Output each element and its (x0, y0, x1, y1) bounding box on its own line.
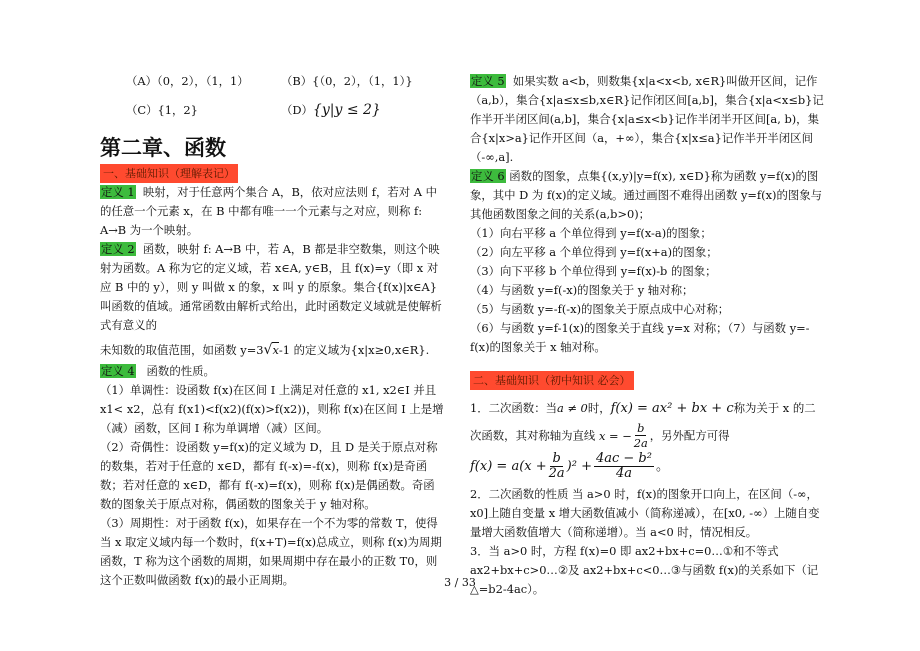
transform-item: （4）与函数 y=f(-x)的图象关于 y 轴对称； (470, 283, 694, 297)
quadratic-definition (470, 396, 825, 450)
vf-pre: f(x) = a(x + (470, 459, 547, 474)
vf-num2: 4ac − b² (595, 451, 652, 466)
page-number: 3 / 33 (444, 576, 476, 589)
quad-tail: ，另外配方可得 (649, 428, 730, 443)
def2-tail-pre: 未知数的取值范围，如函数 y=3 (100, 343, 264, 357)
quad-formula: f(x) = ax² + bx + c (610, 401, 734, 416)
definition-2-tail (100, 341, 445, 360)
axis-lhs: x = − (598, 428, 632, 443)
sqrt-arg: x (272, 343, 279, 357)
sqrt-sign: √ (263, 342, 273, 358)
def6-tag: 定义 6 (471, 169, 505, 183)
def2-text: 函数，映射 f: A→B 中，若 A，B 都是非空数集，则这个映射为函数。A 称为它的定义域，若 x∈A, y∈B，且 f(x)=y（即 x 对应 B 中的 y），则 y 叫做 x 的象，x 叫 y 的原象。集合{f(x)|x∈A}叫函数的值域。通常函数由解析式给出，此时函数定义域就是使解析式有意义的 (100, 242, 442, 332)
vf-num1: b (552, 451, 561, 466)
definition-1 (100, 183, 445, 240)
property-parity: （2）奇偶性：设函数 y=f(x)的定义域为 D，且 D 是关于原点对称的数集，若对于任意的 x∈D，都有 f(-x)=-f(x)，则称 f(x)是奇函数；若对任意的 x∈D，都有 f(-x)=f(x)，则称 f(x)是偶函数。奇函数的图象关于原点对称，偶函数的图象关于 y 轴对称。 (100, 440, 438, 511)
option-d-math: {y|y ≤ 2} (312, 102, 381, 118)
vf-den2: 4a (615, 466, 632, 481)
def1-text: 映射，对于任意两个集合 A，B，依对应法则 f，若对 A 中的任意一个元素 x，在 B 中都有唯一一个元素与之对应，则称 f: A→B 为一个映射。 (100, 185, 438, 237)
vf-end: 。 (655, 459, 669, 474)
option-d (281, 101, 471, 120)
def2-tail-post: -1 的定义域为{x|x≥0,x∈R}. (278, 343, 430, 357)
transform-item: （5）与函数 y=-f(-x)的图象关于原点成中心对称； (470, 302, 730, 316)
quadratic-equation-relation: 3．当 a>0 时，方程 f(x)=0 即 ax2+bx+c=0…①和不等式 ax2+bx+c>0…②及 ax2+bx+c<0…③与函数 f(x)的关系如下（记△=b2-4ac）。 (470, 544, 819, 596)
right-column (470, 72, 825, 599)
axis-num: b (637, 421, 645, 435)
def5-tag: 定义 5 (471, 74, 505, 88)
property-periodic: （3）周期性：对于函数 f(x)，如果存在一个不为零的常数 T，使得当 x 取定义域内每一个数时，f(x+T)=f(x)总成立，则称 f(x)为周期函数，T 称为这个函数的周期，如果周期中存在最小的正数 T0，则这个正数叫做函数 f(x)的最小正周期。 (100, 516, 442, 587)
axis-formula (599, 421, 650, 450)
option-d-label: （D） (281, 103, 313, 117)
quad-cond: a ≠ 0 (556, 401, 588, 415)
transform-item: （3）向下平移 b 个单位得到 y=f(x)-b 的图象； (470, 264, 717, 278)
quadratic-properties: 2．二次函数的性质 当 a>0 时，f(x)的图象开口向上，在区间（-∞，x0]上随自变量 x 增大函数值减小（简称递减），在[x0, -∞）上随自变量增大函数值增大（简称递增）。当 a<0 时，情况相反。 (470, 487, 820, 539)
option-b: （B）{（0，2），（1，1）} (281, 74, 413, 88)
vf-mid: )² + (566, 459, 592, 474)
transform-item: （2）向左平移 a 个单位得到 y=f(x+a)的图象； (470, 245, 718, 259)
section-heading-basic: 一、基础知识（理解表记） (100, 164, 238, 183)
definition-4 (100, 362, 445, 381)
section-heading-junior: 二、基础知识（初中知识 必会） (470, 371, 634, 390)
vertex-formula (470, 452, 825, 481)
property-monotonic: （1）单调性：设函数 f(x)在区间 I 上满足对任意的 x1, x2∈I 并且 x1< x2，总有 f(x1)<f(x2)(f(x)>f(x2))，则称 f(x)在区间 I 上是增（减）函数，区间 I 称为单调增（减）区间。 (100, 383, 444, 435)
definition-5 (470, 72, 825, 167)
def5-text: 如果实数 a<b，则数集{x|a<x<b, x∈R}叫做开区间，记作（a,b），集合{x|a≤x≤b,x∈R}记作闭区间[a,b]，集合{x|a<x≤b}记作半开半闭区间(a,b]，集合{x|a≤x<b}记作半闭半开区间[a, b)，集合{x|x>a}记作开区间（a，+∞），集合{x|x≤a}记作半开半闭区间（-∞,a]. (470, 74, 824, 164)
transform-item: （1）向右平移 a 个单位得到 y=f(x-a)的图象； (470, 226, 712, 240)
transform-item: （6）与函数 y=f-1(x)的图象关于直线 y=x 对称；（7）与函数 y=-f(x)的图象关于 x 轴对称。 (470, 321, 810, 354)
def1-tag: 定义 1 (101, 185, 135, 199)
quad-mid: 时， (587, 401, 611, 415)
def2-tag: 定义 2 (101, 242, 135, 256)
quad-post: 称为关于 x 的二次函数，其对称轴为直线 (470, 401, 816, 443)
definition-2 (100, 240, 445, 335)
vf-den1: 2a (548, 466, 565, 481)
axis-den: 2a (633, 436, 648, 450)
def6-text: 函数的图象，点集{(x,y)|y=f(x), x∈D}称为函数 y=f(x)的图象，其中 D 为 f(x)的定义域。通过画图不难得出函数 y=f(x)的图象与其他函数图象之间的关系(a,b>0)； (470, 169, 823, 221)
answer-options (126, 72, 445, 120)
def4-tag: 定义 4 (101, 364, 135, 378)
quad-pre: 1．二次函数：当 (470, 401, 557, 415)
definition-6 (470, 167, 825, 224)
def4-text: 函数的性质。 (146, 364, 215, 378)
chapter-title: 第二章、函数 (100, 136, 226, 160)
option-a: （A）（0，2），（1，1） (126, 74, 249, 88)
option-c: （C）{1，2} (126, 103, 198, 117)
left-column (100, 72, 445, 590)
